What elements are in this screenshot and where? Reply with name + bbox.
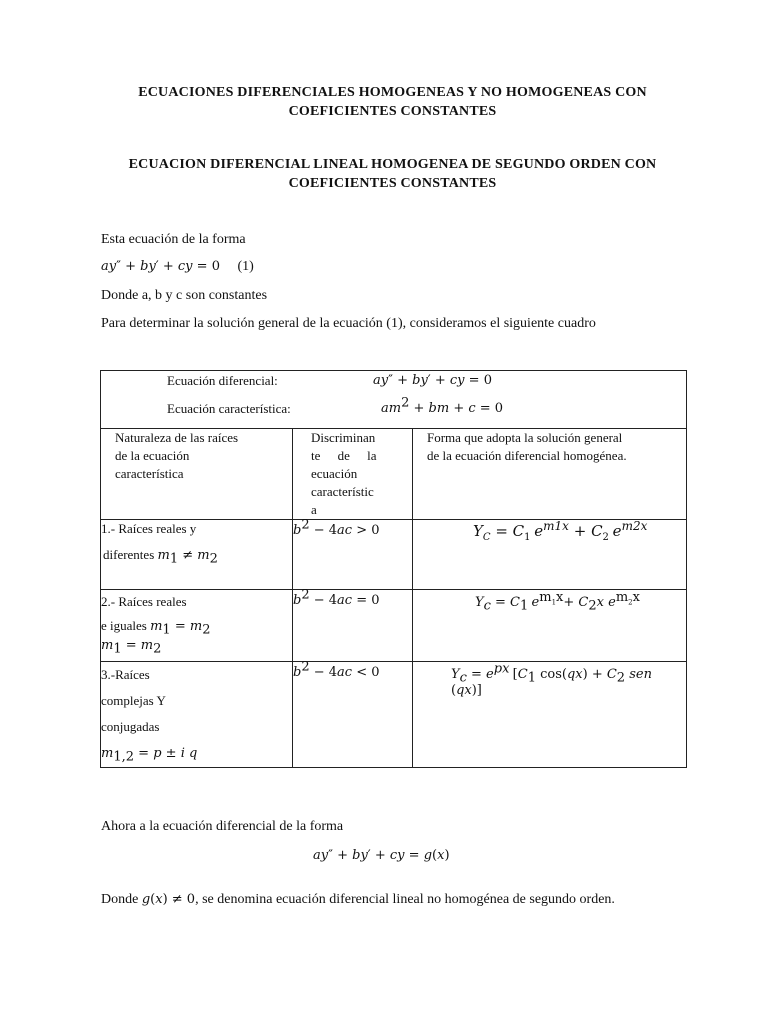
row2-roots: 2.- Raíces reales e iguales $m_1 = m_2$ $m_1 = m_2$ [101,590,293,662]
table-row [101,662,687,768]
row1-discriminant: $b^2 - 4ac > 0$ [293,520,413,590]
section-title [100,155,685,193]
row3-discriminant: $b^2 - 4ac < 0$ [293,662,413,768]
section-title-line2: COEFICIENTES CONSTANTES [288,176,497,191]
main-title-line2: COEFICIENTES CONSTANTES [288,104,497,119]
table-row [101,520,687,590]
section-title-line1: ECUACION DIFERENCIAL LINEAL HOMOGENEA DE SEGUNDO ORDEN CON [128,157,657,172]
nonhomogeneous-definition: Donde g(x) ≠ 0, se denomina ecuación diferencial lineal no homogénea de segundo orden. [101,892,615,907]
equation-number: (1) [237,259,254,274]
main-title-line1: ECUACIONES DIFERENCIALES HOMOGENEAS Y NO HOMOGENEAS CON [138,85,647,100]
row2-discriminant: $b^2 - 4ac = 0$ [293,590,413,662]
col-header-solution: Forma que adopta la solución general de la ecuación diferencial homogénea. [413,429,687,520]
row3-roots: 3.-Raíces complejas Y conjugadas $m_{1,2} = p \pm i$ q [101,662,293,768]
char-eq-label: Ecuación característica: [167,401,291,416]
table-row [101,590,687,662]
determine-text: Para determinar la solución general de la ecuación (1), consideramos el siguiente cuadro [101,316,596,331]
diff-eq-label: Ecuación diferencial: [167,373,278,388]
solutions-table [100,370,687,768]
constants-text: Donde a, b y c son constantes [101,288,268,303]
col-header-discriminant: Discriminan te de la ecuación característic a [293,429,413,520]
row1-roots: 1.- Raíces reales y diferentes $m_1 \ne m_2$ [101,520,293,590]
row3-solution: $Y_c = e^{px}$ [$C_1$ $\cos(qx) + C_2$ sen (qx)] [413,662,687,768]
outro-form-text: Ahora a la ecuación diferencial de la forma [101,819,344,834]
nonhomogeneous-equation: ay″ + by′ + cy = g(x) [313,848,450,863]
equation-1: ay″ + by′ + cy = 0 (1) [101,259,254,274]
main-title [100,83,685,121]
diff-eq-formula: ay″ + by′ + cy = 0 [373,373,492,388]
char-eq-formula: $am^2$ + bm + c = 0 [381,395,504,416]
row1-solution: $Y_C = C_1$ $e^{m1x} + C_2$ $e^{m2x}$ [413,520,687,590]
row2-solution: $Y_c = C_1$ $e^{m_1x}+ C_2x$ $e^{m_2x}$ [413,590,687,662]
intro-form-text: Esta ecuación de la forma [101,232,246,247]
table-header-equations [101,371,687,429]
col-header-roots: Naturaleza de las raíces de la ecuación característica [101,429,293,520]
